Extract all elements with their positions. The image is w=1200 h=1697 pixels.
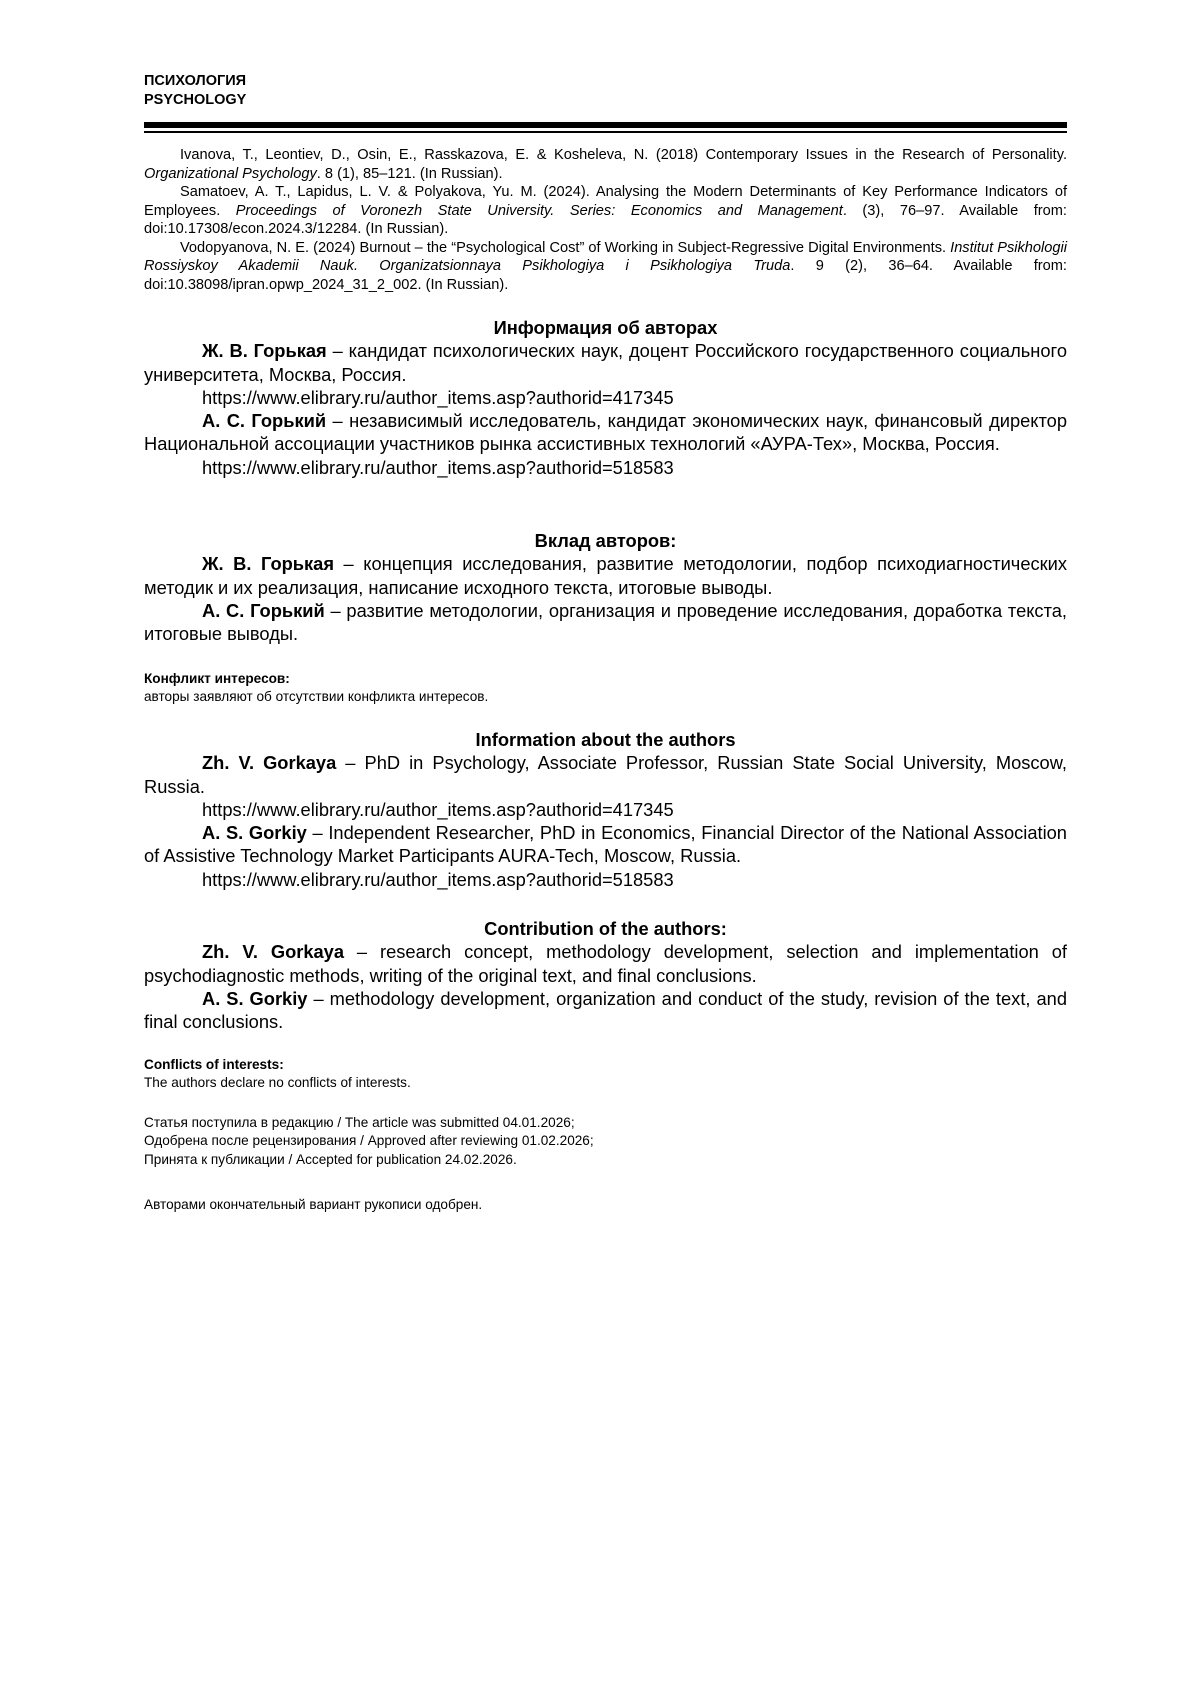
header-rule-thick <box>144 122 1067 128</box>
author-name: Ж. В. Горькая <box>202 553 334 575</box>
conflict-en <box>144 1056 1067 1093</box>
author-entry: Zh. V. Gorkaya – PhD in Psychology, Associate Professor, Russian State Social University, Moscow, Russia. <box>144 752 1067 797</box>
author-profile-link[interactable]: https://www.elibrary.ru/author_items.asp?authorid=518583 <box>202 456 674 478</box>
author-name: Zh. V. Gorkaya <box>202 941 345 963</box>
final-approval-note <box>144 1196 1067 1214</box>
contribution-entry: Zh. V. Gorkaya – research concept, methodology development, selection and implementation of psychodiagnostic methods, writing of the original text, and final conclusions. <box>144 941 1067 986</box>
section-title: Information about the authors <box>475 729 736 750</box>
contribution-en <box>144 917 1067 1033</box>
contribution-entry: Ж. В. Горькая – концепция исследования, развитие методологии, подбор психодиагностических методик и их реализация, написание исходного текста, итоговые выводы. <box>144 553 1067 598</box>
reference-item: Vodopyanova, N. E. (2024) Burnout – the “Psychological Cost” of Working in Subject-Regressive Digital Environments. Institut Psikhologii Rossiyskoy Akademii Nauk. Organizatsionnaya Psikhologiya i Psikhologiya Truda. 9 (2), 36–64. Available from: doi:10.38098/ipran.opwp_2024_31_2_002. (In Russian). <box>144 239 1067 293</box>
running-head-en: PSYCHOLOGY <box>144 92 247 108</box>
conflict-label: Conflicts of interests: <box>144 1057 284 1072</box>
running-head-ru: ПСИХОЛОГИЯ <box>144 73 247 89</box>
conflict-text: The authors declare no conflicts of interests. <box>144 1075 411 1091</box>
author-name: A. S. Gorkiy <box>202 987 308 1009</box>
section-title: Информация об авторах <box>493 317 718 338</box>
section-title: Contribution of the authors: <box>484 918 727 939</box>
date-submitted: Статья поступила в редакцию / The article was submitted 04.01.2026; <box>144 1115 575 1130</box>
conflict-ru <box>144 670 1067 707</box>
author-entry: A. S. Gorkiy – Independent Researcher, PhD in Economics, Financial Director of the National Association of Assistive Technology Market Participants AURA-Tech, Moscow, Russia. <box>144 822 1067 867</box>
section-title: Вклад авторов: <box>534 530 677 551</box>
author-entry: Ж. В. Горькая – кандидат психологических наук, доцент Российского государственного социального университета, Москва, Россия. <box>144 340 1067 385</box>
conflict-text: авторы заявляют об отсутствии конфликта интересов. <box>144 689 489 705</box>
contribution-entry: А. С. Горький – развитие методологии, организация и проведение исследования, доработка текста, итоговые выводы. <box>144 599 1067 645</box>
contribution-ru <box>144 529 1067 645</box>
author-name: A. S. Gorkiy <box>202 822 307 844</box>
author-profile-link[interactable]: https://www.elibrary.ru/author_items.asp?authorid=518583 <box>202 868 674 890</box>
running-head <box>144 72 246 110</box>
article-dates <box>144 1114 1067 1169</box>
authors-info-ru <box>144 316 1067 479</box>
author-profile-link[interactable]: https://www.elibrary.ru/author_items.asp?authorid=417345 <box>202 386 674 408</box>
author-name: А. С. Горький <box>202 410 327 432</box>
date-approved: Одобрена после рецензирования / Approved after reviewing 01.02.2026; <box>144 1133 594 1149</box>
contribution-entry: A. S. Gorkiy – methodology development, organization and conduct of the study, revision of the text, and final conclusions. <box>144 987 1067 1033</box>
reference-item: Samatoev, A. T., Lapidus, L. V. & Polyakova, Yu. M. (2024). Analysing the Modern Determinants of Key Performance Indicators of Employees. Proceedings of Voronezh State University. Series: Economics and Management. (3), 76–97. Available from: doi:10.17308/econ.2024.3/12284. (In Russian). <box>144 184 1067 237</box>
author-entry: А. С. Горький – независимый исследователь, кандидат экономических наук, финансовый директор Национальной ассоциации участников рынка ассистивных технологий «АУРА-Тех», Москва, Россия. <box>144 410 1067 455</box>
author-name: Ж. В. Горькая <box>202 340 327 362</box>
author-name: А. С. Горький <box>202 599 325 621</box>
authors-info-en <box>144 728 1067 891</box>
final-note-text: Авторами окончательный вариант рукописи одобрен. <box>144 1197 483 1212</box>
reference-list <box>144 146 1067 294</box>
conflict-label: Конфликт интересов: <box>144 671 290 686</box>
author-profile-link[interactable]: https://www.elibrary.ru/author_items.asp?authorid=417345 <box>202 798 674 820</box>
reference-item: Ivanova, T., Leontiev, D., Osin, E., Rasskazova, E. & Kosheleva, N. (2018) Contemporary Issues in the Research of Personality. Organizational Psychology. 8 (1), 85–121. (In Russian). <box>144 147 1067 182</box>
header-rule-thin <box>144 131 1067 133</box>
date-accepted: Принята к публикации / Accepted for publication 24.02.2026. <box>144 1151 517 1167</box>
author-name: Zh. V. Gorkaya <box>202 752 337 774</box>
